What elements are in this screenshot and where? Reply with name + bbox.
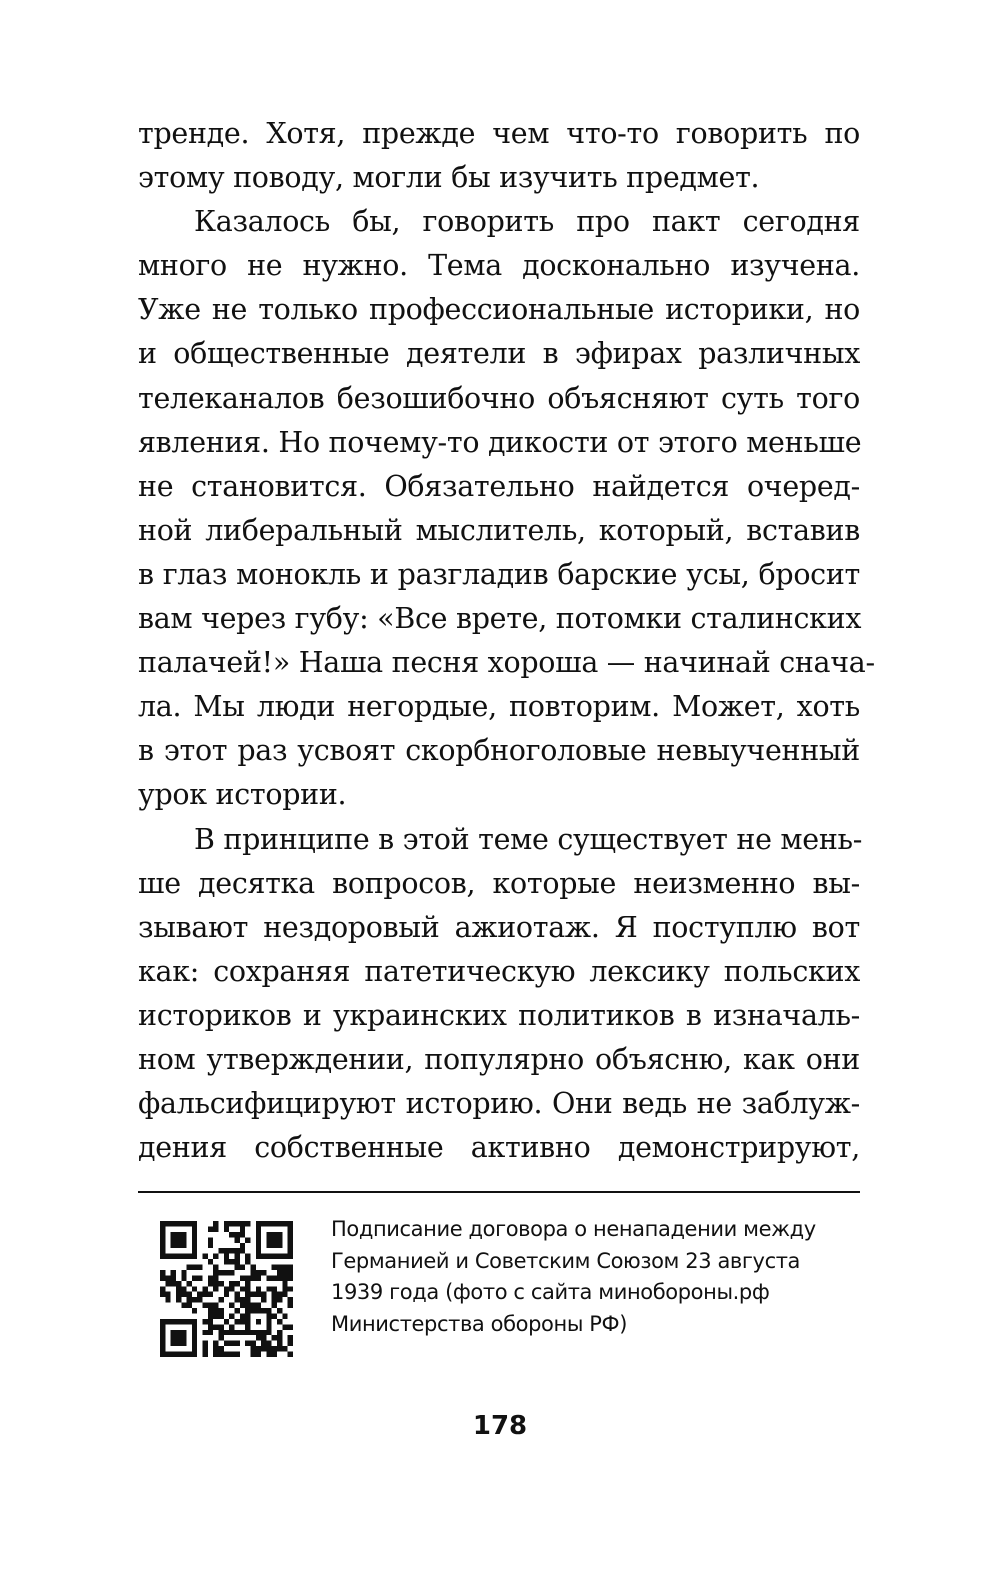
text-line: дения собственные активно демонстрируют, xyxy=(138,1131,860,1165)
text-line: ла. Мы люди негордые, повторим. Может, хоть xyxy=(138,690,860,724)
text-line: фальсифицируют историю. Они ведь не заблуж- xyxy=(138,1087,860,1121)
text-line: историков и украинских политиков в изначаль- xyxy=(138,998,860,1032)
text-line: тренде. Хотя, прежде чем что-то говорить по xyxy=(138,117,860,150)
text-line: Уже не только профессиональные историки, но xyxy=(138,293,860,327)
text-line: не становится. Обязательно найдется очеред- xyxy=(138,469,860,503)
text-line: зывают нездоровый ажиотаж. Я поступлю вот xyxy=(138,910,860,944)
body-text xyxy=(138,112,875,1170)
text-line: ше десятка вопросов, которые неизменно вы- xyxy=(138,866,860,900)
footnote-caption xyxy=(331,1214,851,1340)
text-line: в глаз монокль и разгладив барские усы, бросит xyxy=(138,557,860,591)
text-line: в этот раз усвоят скорбноголовые невыученный xyxy=(138,734,860,768)
caption-line: Подписание договора о ненападении между xyxy=(331,1217,816,1241)
caption-line: Министерства обороны РФ) xyxy=(331,1311,628,1336)
text-line: как: сохраняя патетическую лексику польских xyxy=(138,954,860,988)
text-line: явления. Но почему-то дикости от этого меньше xyxy=(138,425,862,459)
page-number: 178 xyxy=(472,1411,528,1441)
footnote-divider xyxy=(138,1191,860,1193)
text-line: много не нужно. Тема досконально изучена. xyxy=(138,249,860,283)
text-line: Казалось бы, говорить про пакт сегодня xyxy=(194,205,860,239)
text-line: и общественные деятели в эфирах различных xyxy=(138,337,860,371)
text-line: ном утверждении, популярно объясню, как они xyxy=(138,1042,860,1076)
text-line: В принципе в этой теме существует не мень- xyxy=(194,822,863,856)
text-line: вам через губу: «Все врете, потомки сталинских xyxy=(138,602,862,636)
text-line: телеканалов безошибочно объясняют суть того xyxy=(138,381,860,415)
text-line: этому поводу, могли бы изучить предмет. xyxy=(138,161,760,195)
caption-line: 1939 года (фото с сайта минобороны.рф xyxy=(331,1280,770,1304)
text-line: ной либеральный мыслитель, который, вставив xyxy=(138,513,860,547)
qr-code-icon xyxy=(160,1221,293,1357)
text-line: палачей!» Наша песня хороша — начинай снача- xyxy=(138,646,875,680)
caption-line: Германией и Советским Союзом 23 августа xyxy=(331,1248,801,1273)
text-line: урок истории. xyxy=(138,778,347,812)
